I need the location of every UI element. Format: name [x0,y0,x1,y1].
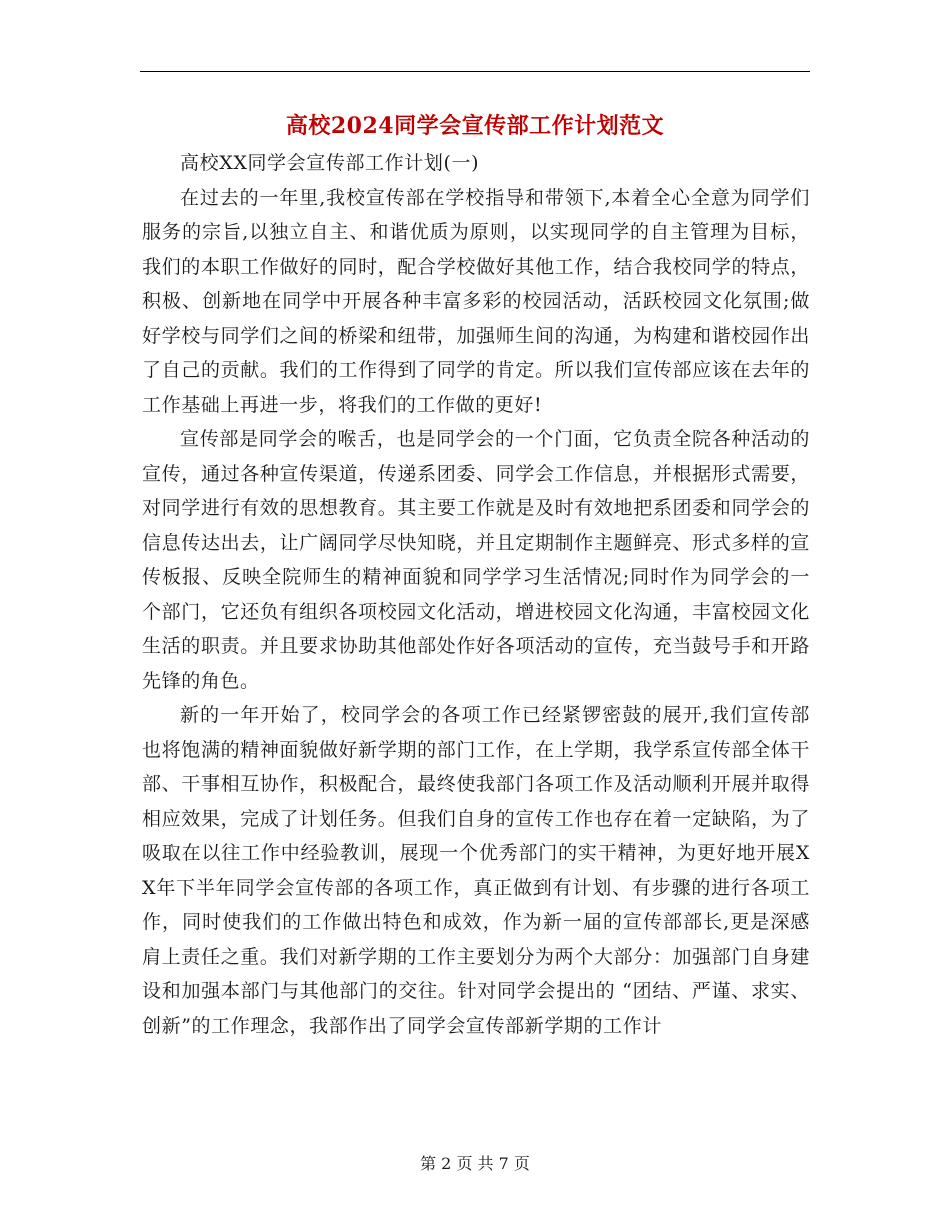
page-number: 第 2 页 共 7 页 [420,1154,530,1173]
document-body [142,146,810,1043]
header-rule [140,71,810,72]
document-subtitle: 高校XX同学会宣传部工作计划(一) [180,152,480,174]
paragraph-2: 宣传部是同学会的喉舌，也是同学会的一个门面，它负责全院各种活动的宣传，通过各种宣传渠道，传递系团委、同学会工作信息，并根据形式需要，对同学进行有效的思想教育。其主要工作就是及时有效地把系团委和同学会的信息传达出去，让广阔同学尽快知晓，并且定期制作主题鲜亮、形式多样的宣传板报、反映全院师生的精神面貌和同学学习生活情况;同时作为同学会的一个部门，它还负有组织各项校园文化活动，增进校园文化沟通，丰富校园文化生活的职责。并且要求协助其他部处作好各项活动的宣传，充当鼓号手和开路先锋的角色。 [142,428,810,692]
paragraph-3: 新的一年开始了，校同学会的各项工作已经紧锣密鼓的展开,我们宣传部也将饱满的精神面貌做好新学期的部门工作，在上学期，我学系宣传部全体干部、干事相互协作，积极配合，最终使我部门各项工作及活动顺利开展并取得相应效果，完成了计划任务。但我们自身的宣传工作也存在着一定缺陷，为了吸取在以往工作中经验教训，展现一个优秀部门的实干精神，为更好地开展XX年下半年同学会宣传部的各项工作，真正做到有计划、有步骤的进行各项工作，同时使我们的工作做出特色和成效，作为新一届的宣传部部长,更是深感肩上责任之重。我们对新学期的工作主要划分为两个大部分：加强部门自身建设和加强本部门与其他部门的交往。针对同学会提出的 “团结、严谨、求实、创新”的工作理念，我部作出了同学会宣传部新学期的工作计 [142,704,810,1037]
document-title: 高校2024同学会宣传部工作计划范文 [285,113,665,139]
paragraph-1: 在过去的一年里,我校宣传部在学校指导和带领下,本着全心全意为同学们服务的宗旨,以独立自主、和谐优质为原则，以实现同学的自主管理为目标，我们的本职工作做好的同时，配合学校做好其他工作，结合我校同学的特点，积极、创新地在同学中开展各种丰富多彩的校园活动，活跃校园文化氛围;做好学校与同学们之间的桥梁和纽带，加强师生间的沟通，为构建和谐校园作出了自己的贡献。我们的工作得到了同学的肯定。所以我们宣传部应该在去年的工作基础上再进一步，将我们的工作做的更好! [142,186,810,416]
